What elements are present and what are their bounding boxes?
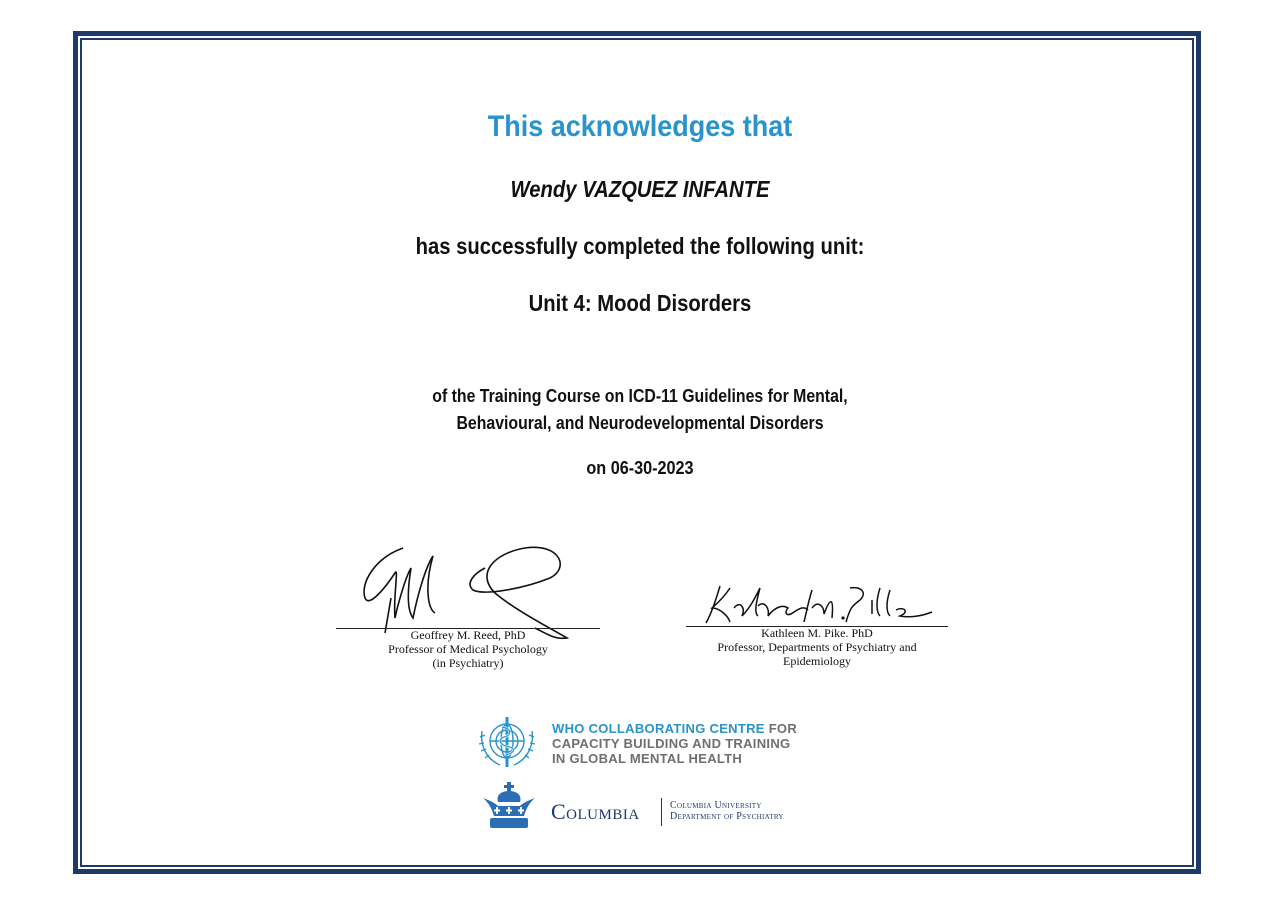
signatory-title: Epidemiology [783, 654, 851, 668]
columbia-wordmark: Columbia [551, 799, 640, 824]
completion-statement: has successfully completed the following unit: [415, 233, 865, 259]
signatory-name: Geoffrey M. Reed, PhD [410, 628, 526, 642]
signatory-reed [336, 628, 600, 670]
unit-title: Unit 4: Mood Disorders [528, 290, 752, 316]
who-emblem-icon [474, 713, 540, 773]
course-description [77, 383, 1203, 437]
signatory-title: Professor, Departments of Psychiatry and [717, 640, 917, 654]
columbia-department [670, 800, 784, 822]
who-centre-text [552, 721, 797, 766]
recipient-name: Wendy VAZQUEZ INFANTE [510, 176, 770, 202]
signatory-title: Professor of Medical Psychology [388, 642, 548, 656]
who-line-2: CAPACITY BUILDING AND TRAINING [552, 736, 791, 751]
completion-date: on 06-30-2023 [586, 458, 694, 478]
signatory-name: Kathleen M. Pike. PhD [761, 626, 873, 640]
acknowledgement-heading: This acknowledges that [487, 110, 793, 143]
signatory-pike [686, 626, 948, 668]
columbia-dept-line-2: Department of Psychiatry [670, 811, 784, 822]
who-line-1-highlight: WHO COLLABORATING CENTRE [552, 721, 765, 736]
signatory-title: (in Psychiatry) [432, 656, 504, 670]
course-line-1: of the Training Course on ICD-11 Guidelines for Mental, [432, 386, 848, 406]
columbia-crown-icon [480, 782, 538, 832]
signature-pike-image [700, 578, 940, 628]
who-line-1 [552, 721, 797, 736]
who-line-1-rest: FOR [764, 721, 798, 736]
columbia-dept-line-1: Columbia University [670, 800, 762, 811]
columbia-divider [661, 798, 662, 826]
who-line-3: IN GLOBAL MENTAL HEALTH [552, 751, 743, 766]
course-line-2: Behavioural, and Neurodevelopmental Disorders [456, 413, 824, 433]
